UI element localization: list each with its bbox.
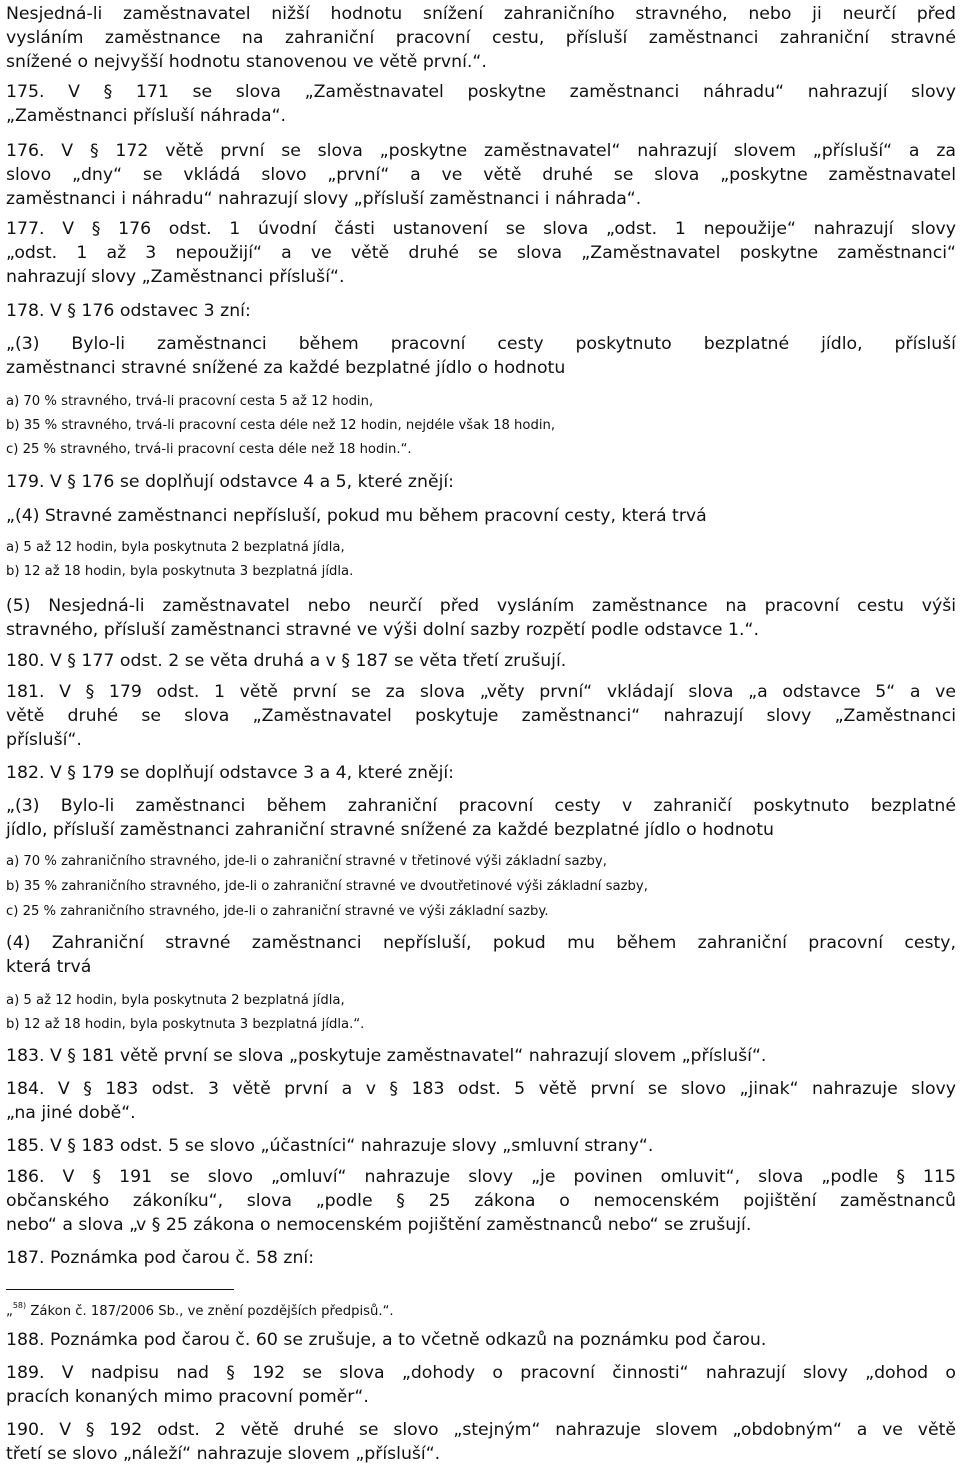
list-item: c) 25 % zahraničního stravného, jde-li o zahraniční stravné ve výši základní sazby. bbox=[6, 904, 549, 919]
text-line: 190. V § 192 odst. 2 větě druhé se slovo „stejným“ nahrazuje slovem „obdobným“ a ve větě bbox=[6, 1420, 956, 1440]
text-line: 176. V § 172 větě první se slova „poskytne zaměstnavatel“ nahrazují slovem „přísluší“ a za bbox=[6, 141, 956, 161]
text-line: snížené o nejvyšší hodnotu stanovenou ve větě první.“. bbox=[6, 52, 487, 72]
list-item: a) 70 % stravného, trvá-li pracovní cesta 5 až 12 hodin, bbox=[6, 394, 374, 409]
text-line: třetí se slovo „náleží“ nahrazuje slovem „přísluší“. bbox=[6, 1444, 441, 1464]
text-line: Nesjedná-li zaměstnavatel nižší hodnotu snížení zahraničního stravného, nebo ji neurčí před bbox=[6, 4, 956, 24]
text-line: „odst. 1 až 3 nepoužijí“ a ve větě druhé se slova „Zaměstnavatel poskytne zaměstnanci“ bbox=[6, 243, 956, 263]
text-line: 180. V § 177 odst. 2 se věta druhá a v § 187 se věta třetí zrušují. bbox=[6, 651, 567, 671]
footnote bbox=[6, 1293, 394, 1325]
text-line: 182. V § 179 se doplňují odstavce 3 a 4, které znějí: bbox=[6, 763, 455, 783]
text-line: 185. V § 183 odst. 5 se slovo „účastníci“ nahrazuje slovy „smluvní strany“. bbox=[6, 1136, 654, 1156]
text-line: zaměstnanci stravné snížené za každé bezplatné jídlo o hodnotu bbox=[6, 358, 566, 378]
list-item: a) 70 % zahraničního stravného, jde-li o zahraniční stravné v třetinové výši základní sazby, bbox=[6, 854, 607, 869]
text-line: občanského zákoníku“, slova „podle § 25 zákona o nemocenském pojištění zaměstnanců bbox=[6, 1191, 956, 1211]
list-item: c) 25 % stravného, trvá-li pracovní cesta déle než 18 hodin.“. bbox=[6, 442, 412, 457]
list-item: a) 5 až 12 hodin, byla poskytnuta 2 bezplatná jídla, bbox=[6, 993, 345, 1008]
text-line: „(3) Bylo-li zaměstnanci během zahraniční pracovní cesty v zahraničí poskytnuto bezplatné bbox=[6, 796, 956, 816]
text-line: (4) Zahraniční stravné zaměstnanci nepřísluší, pokud mu během zahraniční pracovní cesty, bbox=[6, 933, 956, 953]
text-line: 186. V § 191 se slovo „omluví“ nahrazuje slovy „je povinen omluvit“, slova „podle § 115 bbox=[6, 1167, 956, 1187]
text-line: která trvá bbox=[6, 957, 92, 977]
text-line: větě druhé se slova „Zaměstnavatel poskytuje zaměstnanci“ nahrazují slovy „Zaměstnanci bbox=[6, 706, 956, 726]
text-line: 184. V § 183 odst. 3 větě první a v § 183 odst. 5 větě první se slovo „jinak“ nahrazuje slovy bbox=[6, 1079, 956, 1099]
text-line: nebo“ a slova „v § 25 zákona o nemocenském pojištění zaměstnanců nebo“ se zrušují. bbox=[6, 1215, 752, 1235]
text-line: slovo „dny“ se vkládá slovo „první“ a ve větě druhé se slova „poskytne zaměstnavatel bbox=[6, 165, 956, 185]
text-line: 177. V § 176 odst. 1 úvodní části ustanovení se slova „odst. 1 nepoužije“ nahrazují slovy bbox=[6, 219, 956, 239]
list-item: b) 12 až 18 hodin, byla poskytnuta 3 bezplatná jídla.“. bbox=[6, 1017, 365, 1032]
text-line: 178. V § 176 odstavec 3 zní: bbox=[6, 301, 251, 321]
text-line: „(4) Stravné zaměstnanci nepřísluší, pokud mu během pracovní cesty, která trvá bbox=[6, 506, 707, 526]
text-line: vysláním zaměstnance na zahraniční pracovní cestu, přísluší zaměstnanci zahraniční stravné bbox=[6, 28, 956, 48]
text-line: 189. V nadpisu nad § 192 se slova „dohody o pracovní činnosti“ nahrazují slovy „dohod o bbox=[6, 1363, 956, 1383]
text-line: zaměstnanci i náhradu“ nahrazují slovy „přísluší zaměstnanci i náhrada“. bbox=[6, 189, 642, 209]
text-line: „Zaměstnanci přísluší náhrada“. bbox=[6, 106, 287, 126]
footnote-open-quote: „ bbox=[6, 1304, 13, 1319]
list-item: b) 35 % stravného, trvá-li pracovní cesta déle než 12 hodin, nejdéle však 18 hodin, bbox=[6, 418, 556, 433]
text-line: stravného, přísluší zaměstnanci stravné ve výši dolní sazby rozpětí podle odstavce 1.“. bbox=[6, 620, 759, 640]
text-line: nahrazují slovy „Zaměstnanci přísluší“. bbox=[6, 267, 345, 287]
text-line: 183. V § 181 větě první se slova „poskytuje zaměstnavatel“ nahrazují slovem „přísluší“. bbox=[6, 1046, 767, 1066]
text-line: „na jiné době“. bbox=[6, 1103, 136, 1123]
footnote-mark: 58) bbox=[12, 1301, 27, 1310]
text-line: „(3) Bylo-li zaměstnanci během pracovní cesty poskytnuto bezplatné jídlo, přísluší bbox=[6, 334, 956, 354]
list-item: b) 35 % zahraničního stravného, jde-li o zahraniční stravné ve dvoutřetinové výši základní sazby, bbox=[6, 879, 648, 894]
footnote-text: Zákon č. 187/2006 Sb., ve znění pozdějších předpisů.“. bbox=[26, 1304, 394, 1319]
text-line: přísluší“. bbox=[6, 730, 82, 750]
text-line: 188. Poznámka pod čarou č. 60 se zrušuje, a to včetně odkazů na poznámku pod čarou. bbox=[6, 1330, 767, 1350]
text-line: 175. V § 171 se slova „Zaměstnavatel poskytne zaměstnanci náhradu“ nahrazují slovy bbox=[6, 82, 956, 102]
list-item: a) 5 až 12 hodin, byla poskytnuta 2 bezplatná jídla, bbox=[6, 540, 345, 555]
text-line: jídlo, přísluší zaměstnanci zahraniční stravné snížené za každé bezplatné jídlo o hodnotu bbox=[6, 820, 774, 840]
text-line: pracích konaných mimo pracovní poměr“. bbox=[6, 1387, 369, 1407]
text-line: 181. V § 179 odst. 1 větě první se za slova „věty první“ vkládají slova „a odstavce 5“ a ve bbox=[6, 682, 956, 702]
footnote-separator bbox=[6, 1289, 234, 1290]
text-line: 179. V § 176 se doplňují odstavce 4 a 5, které znějí: bbox=[6, 472, 455, 492]
list-item: b) 12 až 18 hodin, byla poskytnuta 3 bezplatná jídla. bbox=[6, 564, 354, 579]
text-line: 187. Poznámka pod čarou č. 58 zní: bbox=[6, 1248, 315, 1268]
text-line: (5) Nesjedná-li zaměstnavatel nebo neurčí před vysláním zaměstnance na pracovní cestu výši bbox=[6, 596, 956, 616]
